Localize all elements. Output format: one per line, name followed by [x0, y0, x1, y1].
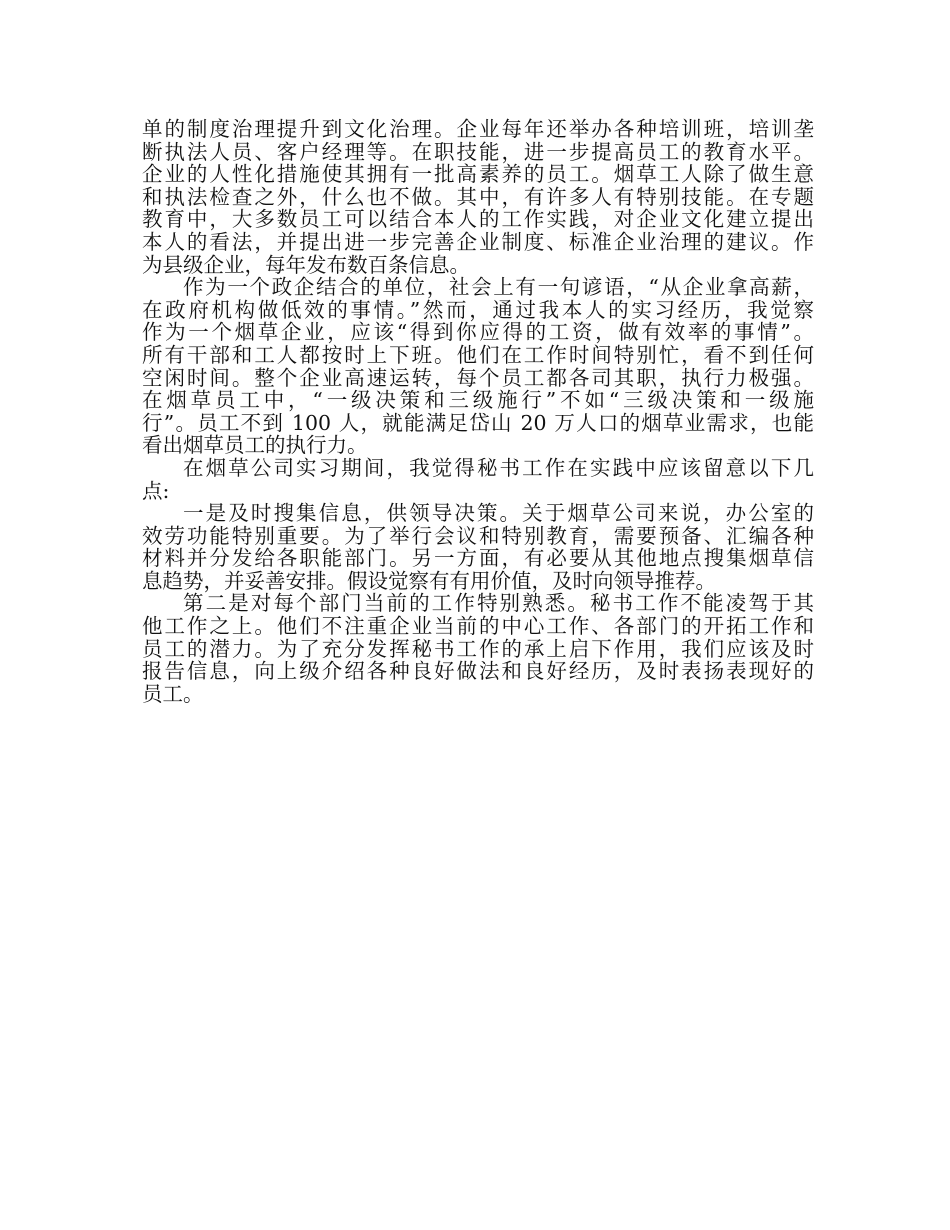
text-line: 所有干部和工人都按时上下班。他们在工作时间特别忙，看不到任何	[142, 342, 814, 367]
text-line: 断执法人员、客户经理等。在职技能，进一步提高员工的教育水平。	[142, 139, 814, 164]
paragraph-1	[142, 118, 814, 276]
text-line: 教育中，大多数员工可以结合本人的工作实践，对企业文化建立提出	[142, 207, 814, 232]
paragraph-3	[142, 457, 814, 502]
text-line: 在烟草员工中，“一级决策和三级施行”不如“三级决策和一级施	[142, 388, 814, 413]
text-line: 息趋势，并妥善安排。假设觉察有有用价值，及时向领导推荐。	[142, 568, 716, 593]
text-line: 作为一个烟草企业，应该“得到你应得的工资，做有效率的事情”。	[142, 320, 814, 345]
text-line: 空闲时间。整个企业高速运转，每个员工都各司其职，执行力极强。	[142, 365, 814, 390]
text-line: 作为一个政企结合的单位，社会上有一句谚语，“从企业拿高薪，	[183, 275, 814, 300]
text-line: 看出烟草员工的执行力。	[142, 433, 368, 458]
text-line: 他工作之上。他们不注重企业当前的中心工作、各部门的开拓工作和	[142, 614, 814, 639]
paragraph-4	[142, 502, 814, 592]
document-body	[142, 118, 814, 705]
text-line: 一是及时搜集信息，供领导决策。关于烟草公司来说，办公室的	[183, 501, 814, 526]
text-line: 和执法检查之外，什么也不做。其中，有许多人有特别技能。在专题	[142, 184, 814, 209]
text-line: 行”。员工不到 100 人，就能满足岱山 20 万人口的烟草业需求，也能	[142, 410, 814, 435]
text-line: 在政府机构做低效的事情。”然而，通过我本人的实习经历，我觉察	[142, 297, 814, 322]
text-line: 报告信息，向上级介绍各种良好做法和良好经历，及时表扬表现好的	[142, 659, 814, 684]
text-line: 点:	[142, 478, 170, 503]
text-line: 为县级企业，每年发布数百条信息。	[142, 252, 470, 277]
text-line: 员工的潜力。为了充分发挥秘书工作的承上启下作用，我们应该及时	[142, 636, 814, 661]
text-line: 单的制度治理提升到文化治理。企业每年还举办各种培训班，培训垄	[142, 117, 814, 141]
text-line: 在烟草公司实习期间，我觉得秘书工作在实践中应该留意以下几	[183, 455, 814, 480]
text-line: 企业的人性化措施使其拥有一批高素养的员工。烟草工人除了做生意	[142, 162, 814, 187]
text-line: 效劳功能特别重要。为了举行会议和特别教育，需要预备、汇编各种	[142, 523, 814, 548]
text-line: 本人的看法，并提出进一步完善企业制度、标准企业治理的建议。作	[142, 229, 814, 254]
paragraph-2	[142, 276, 814, 457]
paragraph-5	[142, 592, 814, 705]
text-line: 员工。	[142, 681, 204, 706]
text-line: 第二是对每个部门当前的工作特别熟悉。秘书工作不能凌驾于其	[183, 591, 814, 616]
text-line: 材料并分发给各职能部门。另一方面，有必要从其他地点搜集烟草信	[142, 546, 814, 571]
